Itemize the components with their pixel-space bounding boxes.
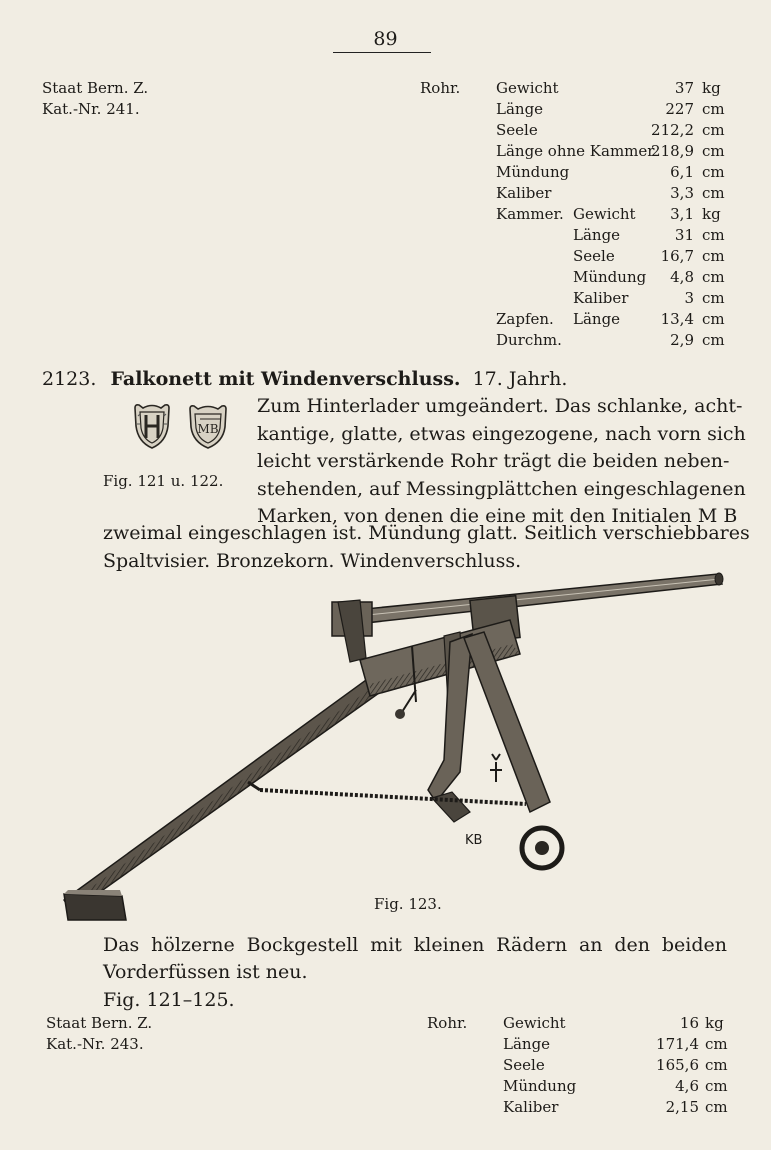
table-row xyxy=(496,120,728,141)
row-unit: cm xyxy=(702,184,725,202)
row-label: Gewicht xyxy=(496,79,559,97)
row-label: Länge xyxy=(496,100,544,118)
row-unit: cm xyxy=(705,1098,728,1116)
description-line: leicht verstärkende Rohr trägt die beiden neben- xyxy=(257,450,730,472)
row-label: Länge ohne Kammer xyxy=(496,142,655,160)
bottom-location: Staat Bern. Z. xyxy=(46,1014,153,1032)
description-line: Zum Hinterlader umgeändert. Das schlanke, acht- xyxy=(257,395,743,417)
row-unit: cm xyxy=(702,247,725,265)
entry-number: 2123. xyxy=(42,368,97,390)
maker-mark-2 xyxy=(184,402,232,450)
row-unit: cm xyxy=(702,121,725,139)
row-unit: cm xyxy=(702,268,725,286)
paragraph2-fig-ref: Fig. 121–125. xyxy=(103,989,235,1011)
table-row xyxy=(503,1034,728,1055)
row-label: Länge xyxy=(573,310,621,328)
row-label: Durchm. xyxy=(496,331,562,349)
maker-mark-1 xyxy=(130,402,174,450)
entry-description-full xyxy=(103,520,750,575)
table-row xyxy=(503,1055,728,1076)
table-row xyxy=(496,183,728,204)
row-value: 171,4 xyxy=(656,1035,699,1053)
row-value: 37 xyxy=(674,79,694,97)
row-unit: cm xyxy=(702,310,725,328)
top-cat-nr: Kat.-Nr. 241. xyxy=(42,100,140,118)
row-label: Mündung xyxy=(573,268,647,286)
bottom-rohr-label: Rohr. xyxy=(427,1014,468,1032)
row-label: Mündung xyxy=(496,163,570,181)
row-value: 4,8 xyxy=(670,268,694,286)
row-unit: cm xyxy=(705,1077,728,1095)
row-label: Gewicht xyxy=(503,1014,566,1032)
top-rohr-label: Rohr. xyxy=(420,79,461,97)
table-row xyxy=(496,246,728,267)
top-measurement-table xyxy=(496,78,728,351)
row-label: Seele xyxy=(503,1056,545,1074)
row-unit: cm xyxy=(705,1056,728,1074)
entry-date: 17. Jahrh. xyxy=(472,368,568,390)
table-row xyxy=(496,141,728,162)
row-value: 212,2 xyxy=(651,121,694,139)
row-unit: cm xyxy=(702,163,725,181)
row-unit: kg xyxy=(702,79,721,97)
row-value: 16 xyxy=(679,1014,699,1032)
description-line: stehenden, auf Messingplättchen eingeschlagenen xyxy=(257,477,746,500)
table-row xyxy=(496,99,728,120)
table-row xyxy=(503,1013,728,1034)
row-unit: cm xyxy=(702,331,725,349)
illustrator-signature: KB xyxy=(465,833,483,848)
row-value: 3 xyxy=(684,289,694,307)
row-value: 227 xyxy=(665,100,694,118)
row-label: Seele xyxy=(496,121,538,139)
row-value: 13,4 xyxy=(660,310,694,328)
top-location: Staat Bern. Z. xyxy=(42,79,149,97)
paragraph2-line-2: Vorderfüssen ist neu. xyxy=(103,961,308,983)
row-value: 16,7 xyxy=(660,247,694,265)
table-row xyxy=(496,267,728,288)
bottom-cat-nr: Kat.-Nr. 243. xyxy=(46,1035,144,1053)
row-value: 6,1 xyxy=(670,163,694,181)
row-label: Kaliber xyxy=(503,1098,559,1116)
table-row xyxy=(496,204,728,225)
marks-caption: Fig. 121 u. 122. xyxy=(103,472,224,490)
mark-initials: MB xyxy=(197,422,219,436)
row-unit: cm xyxy=(702,226,725,244)
row-value: 3,1 xyxy=(670,205,694,223)
entry-heading xyxy=(42,368,567,390)
row-label: Länge xyxy=(503,1035,551,1053)
description-line: zweimal eingeschlagen ist. Mündung glatt. Seitlich verschiebbares xyxy=(103,522,750,544)
row-value: 3,3 xyxy=(670,184,694,202)
entry-title: Falkonett mit Windenverschluss. xyxy=(110,368,461,390)
figure-caption: Fig. 123. xyxy=(374,895,442,913)
row-unit: cm xyxy=(702,289,725,307)
row-label: Gewicht xyxy=(573,205,636,223)
row-unit: cm xyxy=(702,100,725,118)
table-row xyxy=(496,309,728,330)
row-group: Zapfen. xyxy=(496,310,554,328)
row-value: 2,9 xyxy=(670,331,694,349)
table-row xyxy=(496,162,728,183)
table-row xyxy=(503,1097,728,1118)
row-unit: cm xyxy=(702,142,725,160)
description-line: Spaltvisier. Bronzekorn. Windenverschluss. xyxy=(103,549,522,572)
table-row xyxy=(503,1076,728,1097)
page-number-rule xyxy=(333,52,431,53)
row-label: Kaliber xyxy=(573,289,629,307)
row-value: 218,9 xyxy=(651,142,694,160)
table-row xyxy=(496,330,728,351)
paragraph2-line-1: Das hölzerne Bockgestell mit kleinen Rädern an den beiden xyxy=(103,934,727,956)
row-value: 31 xyxy=(674,226,694,244)
page-number: 89 xyxy=(373,28,398,50)
row-value: 165,6 xyxy=(656,1056,699,1074)
row-label: Kaliber xyxy=(496,184,552,202)
row-label: Seele xyxy=(573,247,615,265)
falkonett-illustration xyxy=(60,572,730,936)
row-label: Mündung xyxy=(503,1077,577,1095)
row-label: Länge xyxy=(573,226,621,244)
row-value: 4,6 xyxy=(675,1077,699,1095)
table-row xyxy=(496,288,728,309)
row-unit: cm xyxy=(705,1035,728,1053)
table-row xyxy=(496,78,728,99)
table-row xyxy=(496,225,728,246)
row-unit: kg xyxy=(705,1014,724,1032)
description-line: Marken, von denen die eine mit den Initialen M B xyxy=(257,505,738,527)
description-line: kantige, glatte, etwas eingezogene, nach vorn sich xyxy=(257,422,746,445)
row-group: Kammer. xyxy=(496,205,564,223)
entry-description-narrow xyxy=(257,393,746,531)
bottom-measurement-table xyxy=(503,1013,728,1118)
row-value: 2,15 xyxy=(665,1098,699,1116)
row-unit: kg xyxy=(702,205,721,223)
